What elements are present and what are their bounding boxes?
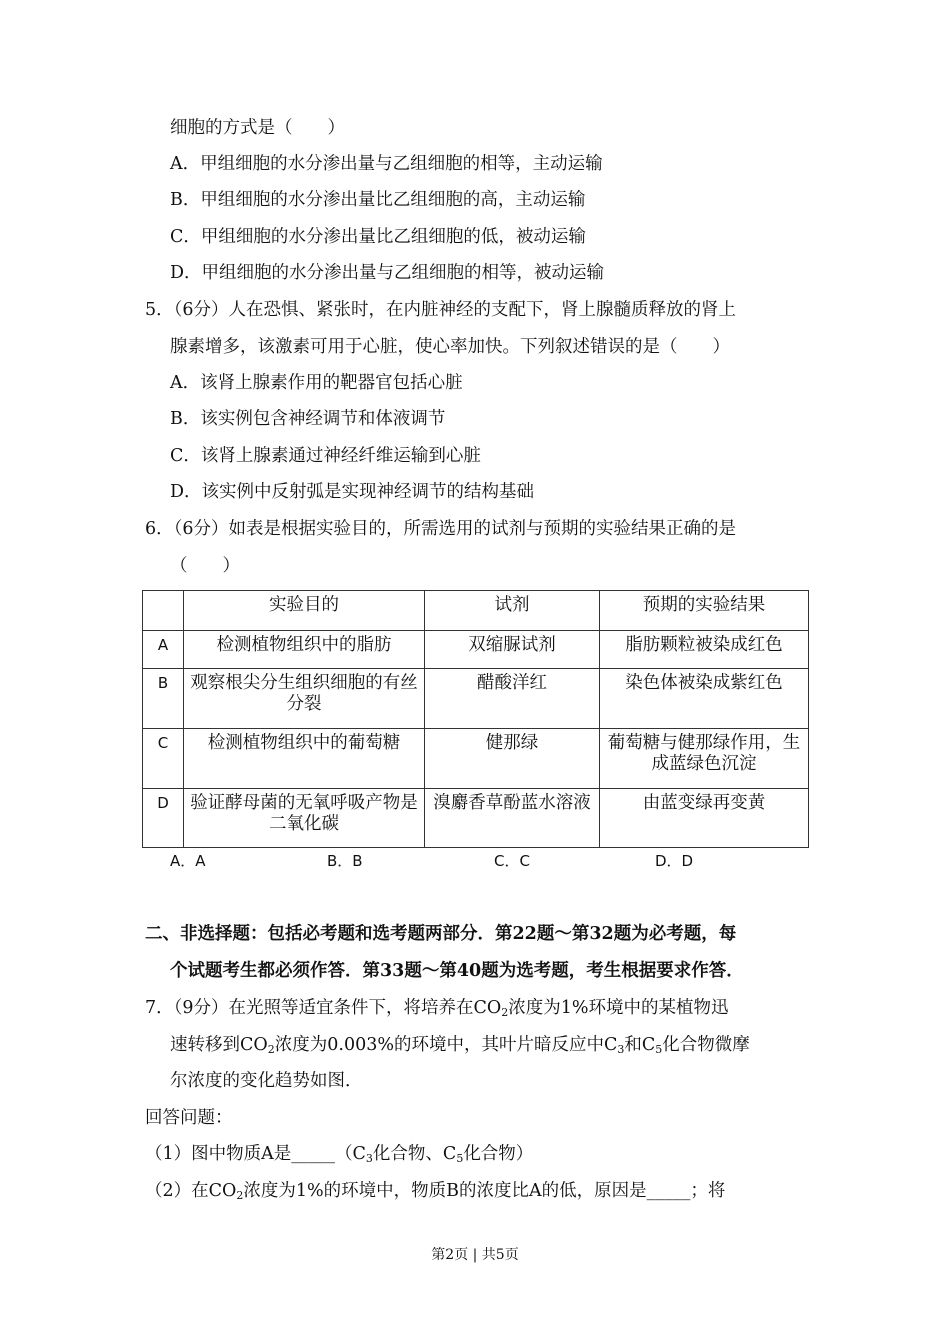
table-row — [143, 669, 809, 729]
subscript: 2 — [501, 1006, 509, 1019]
table-cell: 观察根尖分生组织细胞的有丝分裂 — [184, 669, 425, 729]
q6-table — [142, 590, 809, 848]
section-heading-line1: 二、非选择题：包括必考题和选考题两部分．第22题～第32题为必考题，每 — [145, 924, 737, 944]
table-cell: 脂肪颗粒被染成红色 — [600, 631, 809, 669]
q7-part1 — [145, 1143, 533, 1170]
q5-option-d: D．该实例中反射弧是实现神经调节的结构基础 — [170, 482, 535, 502]
table-cell: A — [143, 631, 184, 669]
table-cell: 验证酵母菌的无氧呼吸产物是二氧化碳 — [184, 789, 425, 848]
table-cell: 醋酸洋红 — [425, 669, 600, 729]
text: 浓度为1%的环境中，物质B的浓度比A的低，原因是_____；将 — [243, 1181, 726, 1201]
table-cell: 检测植物组织中的脂肪 — [184, 631, 425, 669]
q7-stem-line2 — [170, 1034, 750, 1061]
q5-stem-line2: 腺素增多，该激素可用于心脏，使心率加快。下列叙述错误的是（ ） — [170, 337, 730, 357]
table-row — [143, 631, 809, 669]
q7-stem-line3: 尔浓度的变化趋势如图． — [170, 1071, 363, 1091]
table-header-cell: 实验目的 — [184, 591, 425, 631]
table-header-cell: 预期的实验结果 — [600, 591, 809, 631]
section-heading-line2: 个试题考生都必须作答．第33题～第40题为选考题，考生根据要求作答． — [170, 961, 744, 981]
table-cell: 检测植物组织中的葡萄糖 — [184, 729, 425, 789]
text: 浓度为0.003%的环境中，其叶片暗反应中C — [274, 1035, 618, 1055]
subscript: 3 — [617, 1043, 625, 1056]
table-cell: C — [143, 729, 184, 789]
q7-stem-line1 — [145, 997, 729, 1024]
table-header-row — [143, 591, 809, 631]
text: 化合物、C — [372, 1144, 457, 1164]
subscript: 2 — [236, 1189, 244, 1202]
q6-option-b: B．B — [327, 852, 363, 870]
text: 浓度为1%环境中的某植物迅 — [508, 998, 729, 1018]
table-cell: 由蓝变绿再变黄 — [600, 789, 809, 848]
subscript: 2 — [267, 1043, 275, 1056]
subscript: 5 — [456, 1152, 464, 1165]
table-cell: B — [143, 669, 184, 729]
text: 化合物） — [463, 1144, 534, 1164]
q6-option-c: C．C — [494, 852, 530, 870]
table-row — [143, 729, 809, 789]
subscript: 5 — [655, 1043, 663, 1056]
subscript: 3 — [365, 1152, 373, 1165]
text: 化合物微摩 — [662, 1035, 750, 1055]
q6-option-a: A．A — [170, 852, 206, 870]
table-header-cell — [143, 591, 184, 631]
q5-option-c: C．该肾上腺素通过神经纤维运输到心脏 — [170, 446, 481, 466]
q6-stem-line2: （ ） — [170, 556, 240, 576]
q7-part2 — [145, 1180, 725, 1207]
q6-stem-line1: 6．（6分）如表是根据实验目的，所需选用的试剂与预期的实验结果正确的是 — [145, 519, 737, 539]
q4-option-a: A．甲组细胞的水分渗出量与乙组细胞的相等，主动运输 — [170, 154, 603, 174]
q5-option-a: A．该肾上腺素作用的靶器官包括心脏 — [170, 373, 463, 393]
text: 速转移到CO — [170, 1035, 268, 1055]
text: （2）在CO — [145, 1181, 237, 1201]
q4-stem: 细胞的方式是（ ） — [170, 118, 345, 138]
text: 7．（9分）在光照等适宜条件下，将培养在CO — [145, 998, 502, 1018]
page-footer: 第2页 | 共5页 — [431, 1247, 519, 1263]
answer-prompt: 回答问题： — [145, 1108, 233, 1128]
q4-option-b: B．甲组细胞的水分渗出量比乙组细胞的高，主动运输 — [170, 190, 586, 210]
text: 和C — [624, 1035, 656, 1055]
table-cell: 双缩脲试剂 — [425, 631, 600, 669]
q6-option-d: D．D — [655, 852, 694, 870]
q5-option-b: B．该实例包含神经调节和体液调节 — [170, 409, 446, 429]
q4-option-c: C．甲组细胞的水分渗出量比乙组细胞的低，被动运输 — [170, 227, 586, 247]
table-row — [143, 789, 809, 848]
table-cell: 葡萄糖与健那绿作用，生成蓝绿色沉淀 — [600, 729, 809, 789]
table-cell: D — [143, 789, 184, 848]
q4-option-d: D．甲组细胞的水分渗出量与乙组细胞的相等，被动运输 — [170, 263, 605, 283]
table-cell: 染色体被染成紫红色 — [600, 669, 809, 729]
table-header-cell: 试剂 — [425, 591, 600, 631]
table-cell: 溴麝香草酚蓝水溶液 — [425, 789, 600, 848]
text: （1）图中物质A是_____（C — [145, 1144, 366, 1164]
table-cell: 健那绿 — [425, 729, 600, 789]
q5-stem-line1: 5．（6分）人在恐惧、紧张时，在内脏神经的支配下，肾上腺髓质释放的肾上 — [145, 300, 737, 320]
